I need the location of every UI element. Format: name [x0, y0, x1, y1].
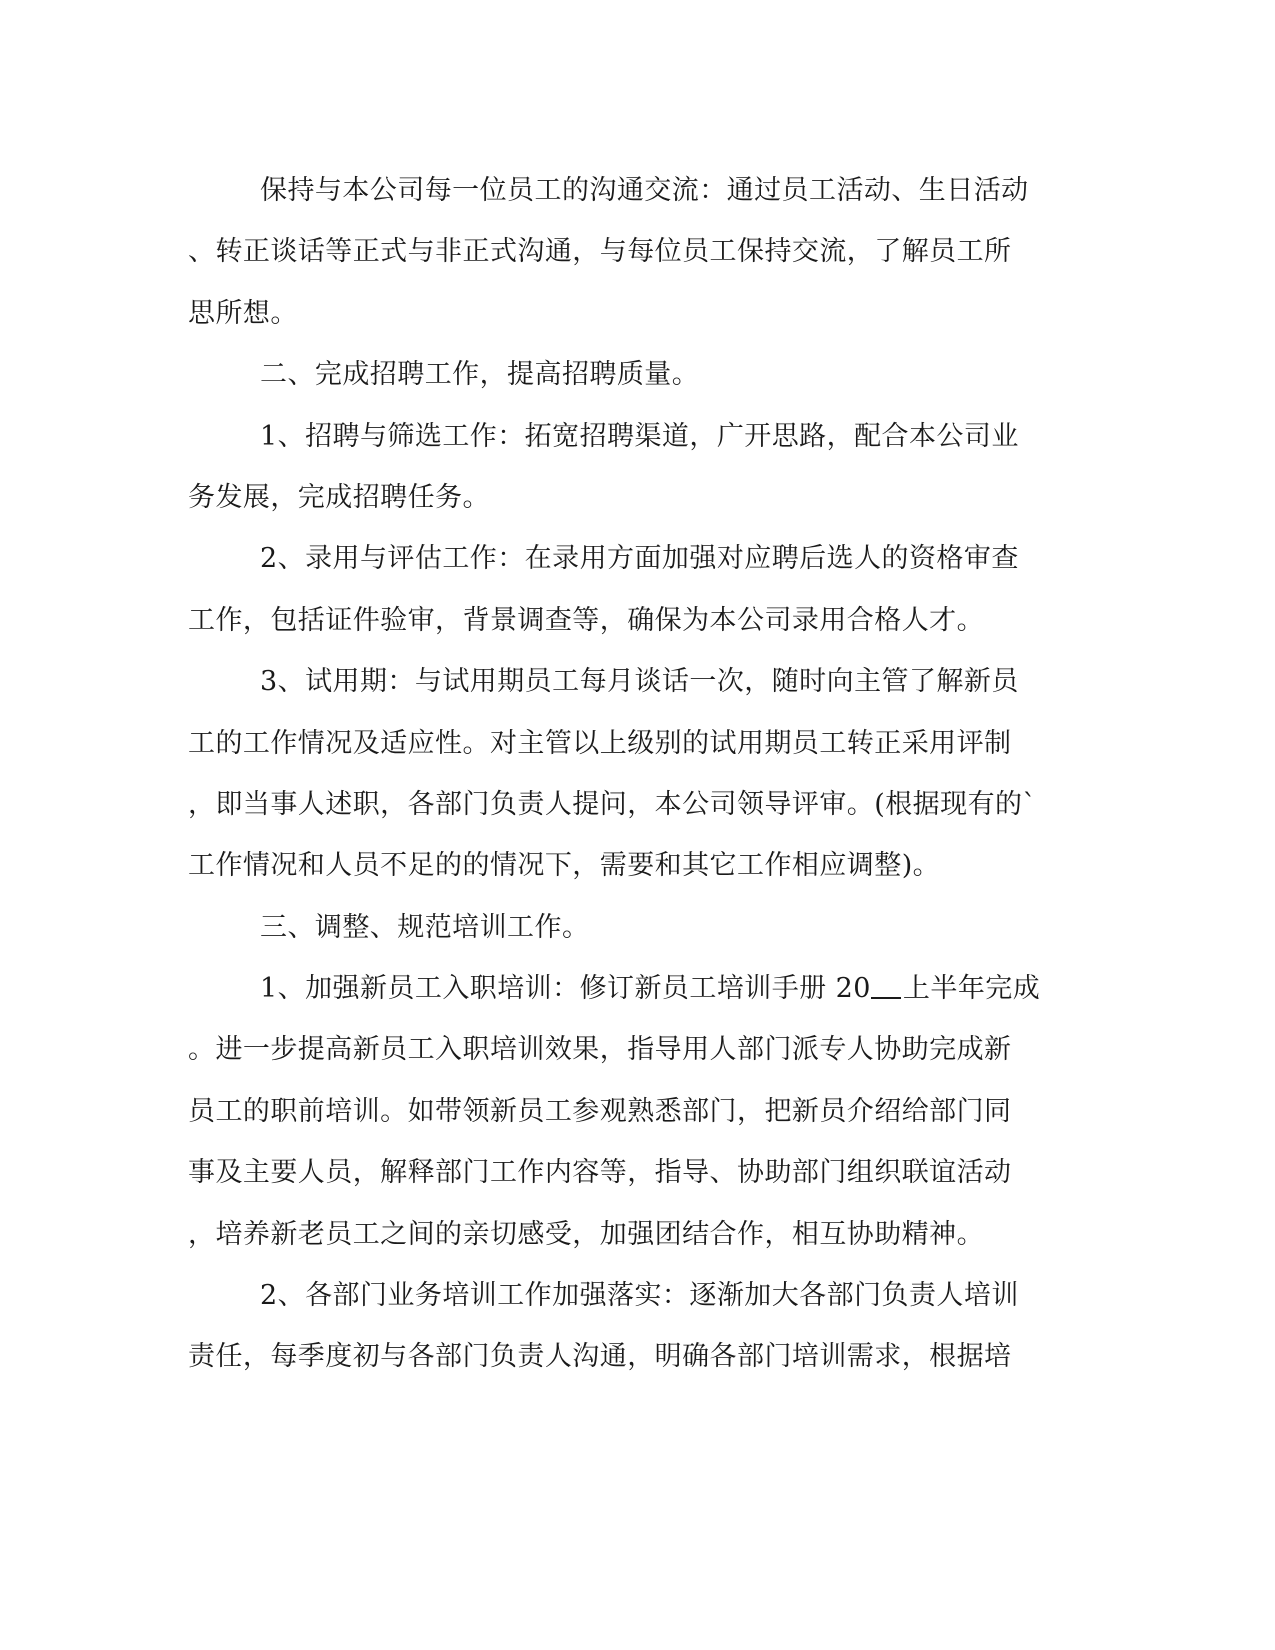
paragraph-line: 事及主要人员，解释部门工作内容等，指导、协助部门组织联谊活动: [188, 1157, 1012, 1189]
paragraph-line: [188, 958, 1088, 1019]
paragraph-line: 1、招聘与筛选工作：拓宽招聘渠道，广开思路，配合本公司业: [260, 420, 1019, 452]
paragraph-line: 员工的职前培训。如带领新员工参观熟悉部门，把新员介绍给部门同: [188, 1095, 1012, 1127]
line-text-after-blank: 上半年完成: [902, 973, 1041, 1005]
paragraph-line: 、转正谈话等正式与非正式沟通，与每位员工保持交流，了解员工所: [188, 236, 1012, 268]
paragraph-line: ，培养新老员工之间的亲切感受，加强团结合作，相互协助精神。: [188, 1218, 985, 1250]
fill-in-blank: [871, 995, 901, 999]
document-body: [188, 160, 1088, 1388]
paragraph-line: 2、各部门业务培训工作加强落实：逐渐加大各部门负责人培训: [260, 1280, 1019, 1312]
paragraph-line: 思所想。: [188, 297, 298, 329]
paragraph-line: 工作情况和人员不足的的情况下，需要和其它工作相应调整)。: [188, 850, 941, 882]
paragraph-line: 2、录用与评估工作：在录用方面加强对应聘后选人的资格审查: [260, 543, 1019, 575]
paragraph-line: 工的工作情况及适应性。对主管以上级别的试用期员工转正采用评制: [188, 727, 1012, 759]
paragraph-line: 务发展，完成招聘任务。: [188, 481, 490, 513]
paragraph-line: 责任，每季度初与各部门负责人沟通，明确各部门培训需求，根据培: [188, 1341, 1012, 1373]
section-heading: 三、调整、规范培训工作。: [260, 911, 590, 943]
paragraph-line: 保持与本公司每一位员工的沟通交流：通过员工活动、生日活动: [260, 175, 1029, 206]
line-text-before-blank: 1、加强新员工入职培训：修订新员工培训手册 20: [260, 973, 871, 1005]
paragraph-line: 。进一步提高新员工入职培训效果，指导用人部门派专人协助完成新: [188, 1034, 1012, 1066]
paragraph-line: 工作，包括证件验审，背景调查等，确保为本公司录用合格人才。: [188, 604, 985, 636]
section-heading: 二、完成招聘工作，提高招聘质量。: [260, 359, 700, 391]
paragraph-line: ，即当事人述职，各部门负责人提问，本公司领导评审。(根据现有的`: [188, 788, 1037, 820]
paragraph-line: 3、试用期：与试用期员工每月谈话一次，随时向主管了解新员: [260, 666, 1019, 698]
